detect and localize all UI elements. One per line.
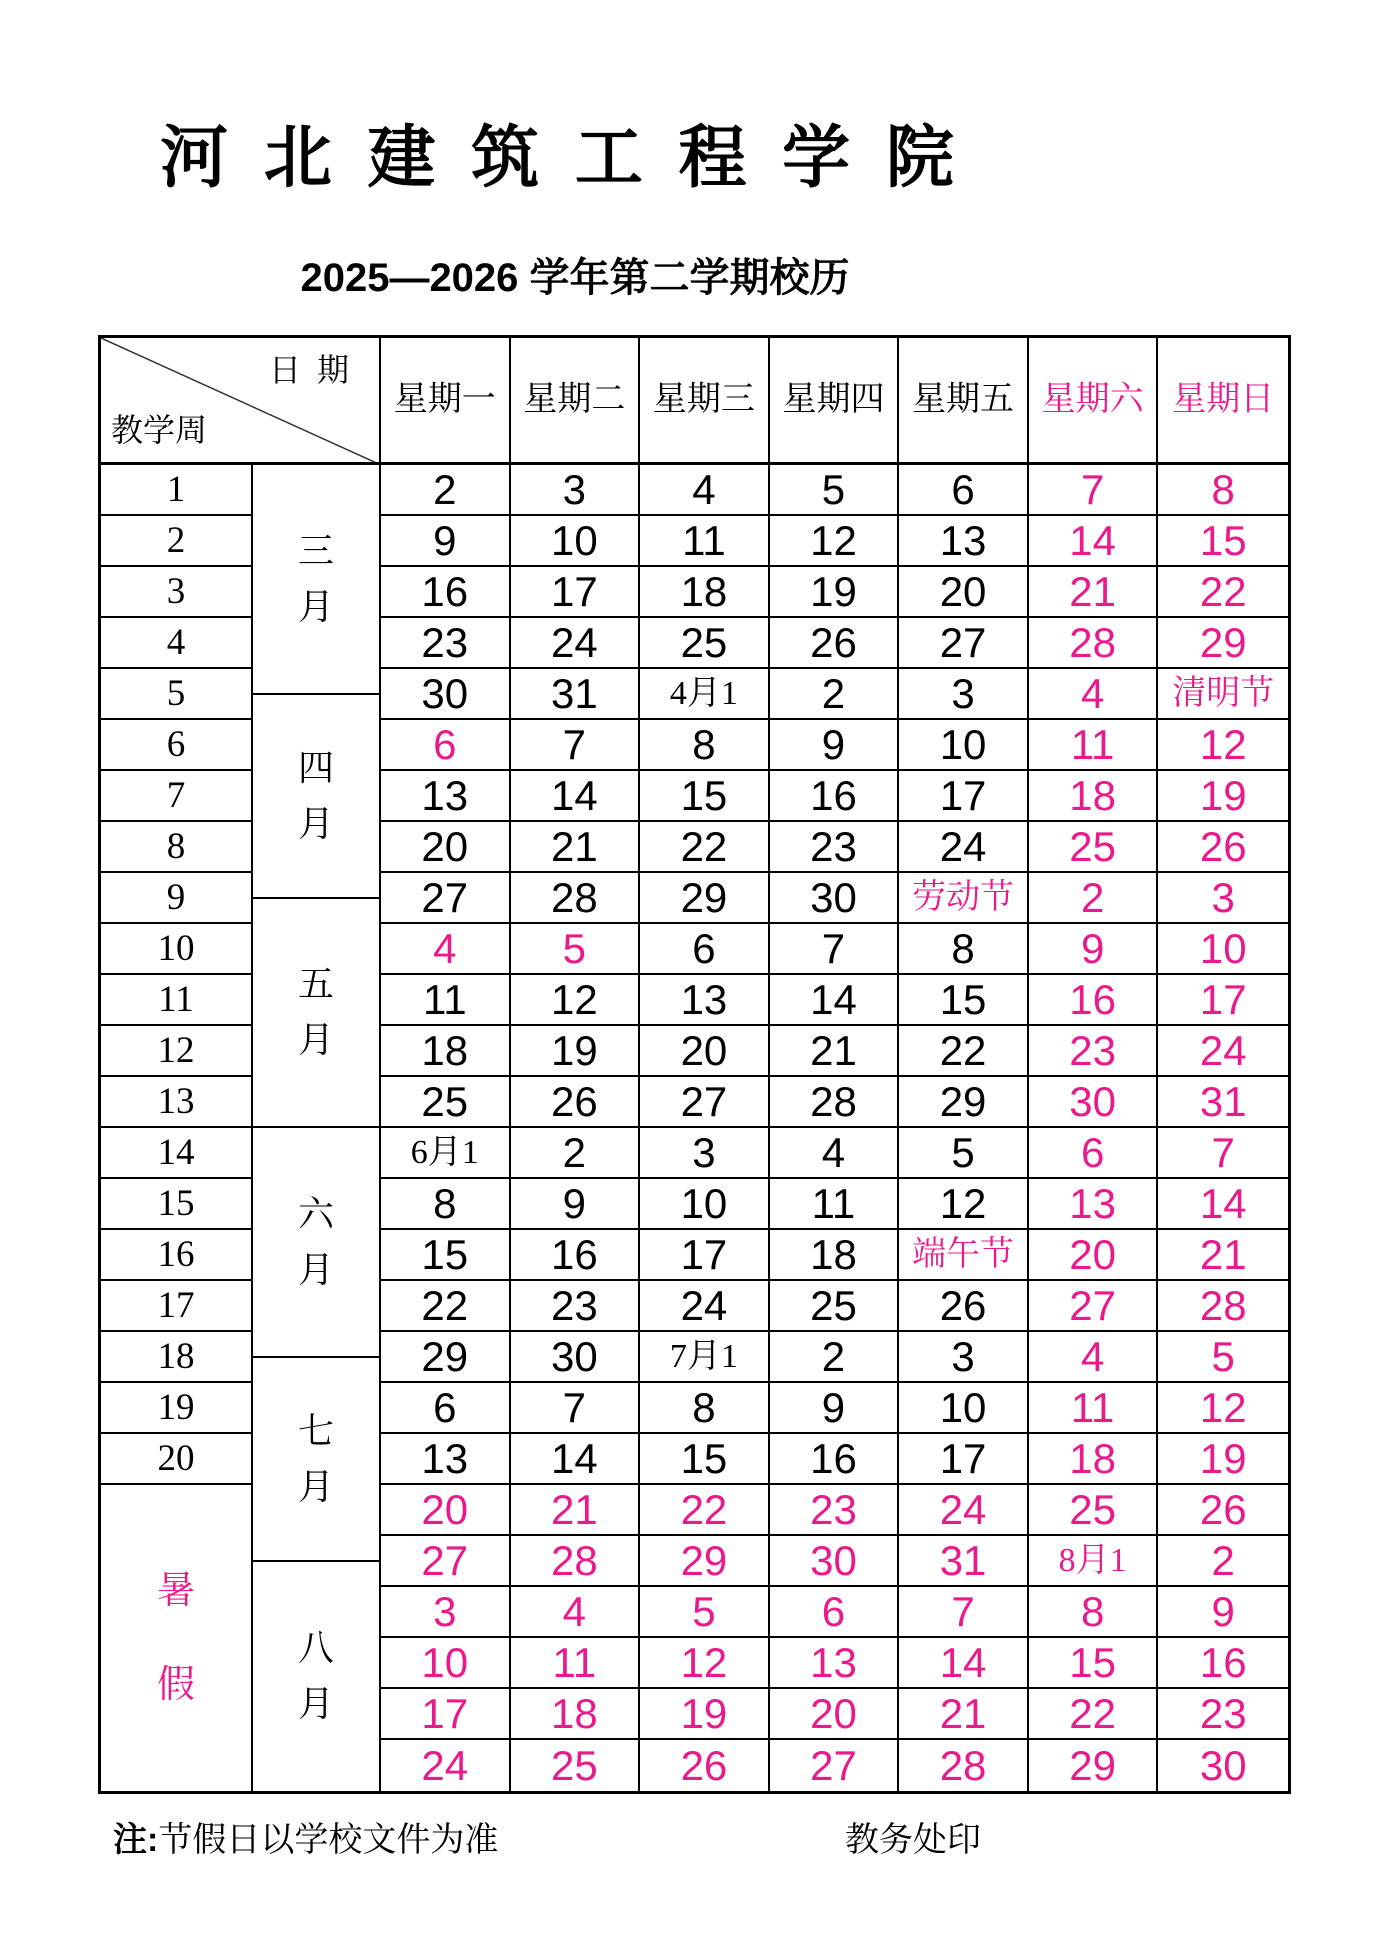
day-cell: 22 [1158, 567, 1288, 618]
day-cell: 6 [381, 1383, 511, 1434]
day-cell: 28 [899, 1740, 1029, 1791]
day-cell: 18 [1029, 1434, 1159, 1485]
day-cell: 18 [381, 1026, 511, 1077]
day-cell: 27 [1029, 1281, 1159, 1332]
day-cell: 10 [640, 1179, 770, 1230]
day-cell: 19 [1158, 771, 1288, 822]
day-cell: 9 [770, 1383, 900, 1434]
corner-cell [101, 338, 381, 465]
day-cell: 27 [770, 1740, 900, 1791]
day-cell: 23 [511, 1281, 641, 1332]
day-cell: 17 [1158, 975, 1288, 1026]
day-cell: 21 [511, 822, 641, 873]
month-label-char: 月 [297, 1466, 334, 1507]
day-cell: 3 [899, 1332, 1029, 1383]
month-label-char: 七 [297, 1410, 334, 1451]
week-cell-19: 19 [101, 1383, 253, 1434]
week-cell-10: 10 [101, 924, 253, 975]
day-cell: 20 [381, 1485, 511, 1536]
day-cell: 21 [1029, 567, 1159, 618]
day-cell: 8 [899, 924, 1029, 975]
day-cell: 24 [381, 1740, 511, 1791]
day-cell: 22 [381, 1281, 511, 1332]
day-cell: 25 [1029, 1485, 1159, 1536]
day-cell: 14 [511, 1434, 641, 1485]
week-cell-7: 7 [101, 771, 253, 822]
day-cell: 9 [511, 1179, 641, 1230]
day-cell: 12 [1158, 1383, 1288, 1434]
day-cell: 3 [899, 669, 1029, 720]
day-cell: 8 [1029, 1587, 1159, 1638]
day-cell: 26 [511, 1077, 641, 1128]
week-cell-3: 3 [101, 567, 253, 618]
day-cell: 30 [770, 1536, 900, 1587]
week-cell-4: 4 [101, 618, 253, 669]
week-cell-6: 6 [101, 720, 253, 771]
day-cell: 31 [1158, 1077, 1288, 1128]
day-cell: 8月1 [1029, 1536, 1159, 1587]
day-header-6: 星期六 [1029, 338, 1159, 465]
day-cell: 28 [770, 1077, 900, 1128]
day-cell: 14 [1158, 1179, 1288, 1230]
day-cell: 7 [1029, 465, 1159, 516]
footer-note [113, 1812, 498, 1861]
day-cell: 17 [899, 1434, 1029, 1485]
day-cell: 16 [1029, 975, 1159, 1026]
month-label-char: 八 [297, 1628, 334, 1669]
day-cell: 28 [511, 1536, 641, 1587]
day-cell: 29 [1029, 1740, 1159, 1791]
day-cell: 9 [1029, 924, 1159, 975]
day-cell: 25 [381, 1077, 511, 1128]
day-cell: 19 [770, 567, 900, 618]
day-cell: 13 [381, 771, 511, 822]
day-header-7: 星期日 [1158, 338, 1288, 465]
day-cell: 20 [770, 1689, 900, 1740]
month-label-char: 月 [297, 586, 334, 627]
day-cell: 16 [1158, 1638, 1288, 1689]
day-cell: 29 [640, 873, 770, 924]
day-cell: 6 [640, 924, 770, 975]
day-cell: 15 [381, 1230, 511, 1281]
day-cell: 11 [770, 1179, 900, 1230]
day-cell: 4 [1029, 1332, 1159, 1383]
day-cell: 11 [1029, 720, 1159, 771]
day-cell: 4 [770, 1128, 900, 1179]
day-header-1: 星期一 [381, 338, 511, 465]
day-cell: 14 [899, 1638, 1029, 1689]
day-cell: 20 [899, 567, 1029, 618]
week-cell-1: 1 [101, 465, 253, 516]
week-cell-16: 16 [101, 1230, 253, 1281]
month-cell-四月 [253, 695, 381, 899]
day-header-4: 星期四 [770, 338, 900, 465]
day-cell: 2 [1029, 873, 1159, 924]
week-cell-13: 13 [101, 1077, 253, 1128]
day-cell: 19 [1158, 1434, 1288, 1485]
day-cell: 30 [770, 873, 900, 924]
day-cell: 10 [1158, 924, 1288, 975]
month-cell-七月 [253, 1358, 381, 1562]
day-cell: 24 [640, 1281, 770, 1332]
day-cell: 17 [640, 1230, 770, 1281]
day-cell: 15 [1029, 1638, 1159, 1689]
week-cell-2: 2 [101, 516, 253, 567]
day-cell: 19 [511, 1026, 641, 1077]
day-cell: 12 [899, 1179, 1029, 1230]
day-cell: 2 [1158, 1536, 1288, 1587]
summer-vacation-char: 假 [156, 1664, 195, 1706]
day-cell: 28 [1029, 618, 1159, 669]
footer [98, 1812, 1285, 1858]
day-cell: 21 [770, 1026, 900, 1077]
day-header-3: 星期三 [640, 338, 770, 465]
day-cell: 14 [1029, 516, 1159, 567]
day-cell: 8 [640, 720, 770, 771]
week-cell-14: 14 [101, 1128, 253, 1179]
month-label-char: 月 [297, 1020, 334, 1061]
day-cell: 10 [899, 1383, 1029, 1434]
day-cell: 2 [770, 1332, 900, 1383]
month-label-char: 三 [297, 530, 334, 571]
day-cell: 10 [899, 720, 1029, 771]
footer-note-text: 节假日以学校文件为准 [158, 1822, 499, 1859]
day-cell: 29 [899, 1077, 1029, 1128]
day-cell: 30 [1199, 1741, 1247, 1789]
day-cell: 13 [381, 1434, 511, 1485]
day-cell: 24 [899, 1485, 1029, 1536]
day-cell: 4 [640, 465, 770, 516]
day-cell: 26 [899, 1281, 1029, 1332]
day-cell: 7 [770, 924, 900, 975]
corner-week-label: 教学周 [111, 412, 208, 448]
calendar-table [98, 335, 1291, 1794]
day-cell: 27 [381, 873, 511, 924]
day-cell: 7 [899, 1587, 1029, 1638]
page-title: 河 北 建 筑 工 程 学 院 [160, 118, 960, 198]
week-cell-18: 18 [101, 1332, 253, 1383]
day-cell: 11 [640, 516, 770, 567]
day-cell: 7 [511, 1383, 641, 1434]
month-cell-三月 [253, 465, 381, 695]
day-cell: 3 [1158, 873, 1288, 924]
day-cell: 5 [1158, 1332, 1288, 1383]
day-cell: 18 [770, 1230, 900, 1281]
day-cell: 7 [511, 720, 641, 771]
day-cell: 15 [640, 1434, 770, 1485]
week-cell-15: 15 [101, 1179, 253, 1230]
day-cell: 27 [640, 1077, 770, 1128]
day-cell: 30 [511, 1332, 641, 1383]
day-cell: 3 [381, 1587, 511, 1638]
day-cell: 11 [381, 975, 511, 1026]
day-cell: 24 [511, 618, 641, 669]
day-cell: 13 [770, 1638, 900, 1689]
day-cell: 14 [770, 975, 900, 1026]
week-cell-9: 9 [101, 873, 253, 924]
week-cell-8: 8 [101, 822, 253, 873]
day-cell: 3 [511, 465, 641, 516]
day-cell: 17 [511, 567, 641, 618]
day-cell: 3 [640, 1128, 770, 1179]
day-cell: 28 [1158, 1281, 1288, 1332]
summer-vacation-cell [101, 1485, 253, 1791]
day-cell: 20 [381, 822, 511, 873]
day-cell: 12 [1158, 720, 1288, 771]
month-label-char: 五 [297, 964, 334, 1005]
day-cell: 5 [640, 1587, 770, 1638]
day-cell: 15 [640, 771, 770, 822]
month-cell-五月 [253, 899, 381, 1129]
day-cell: 15 [1158, 516, 1288, 567]
summer-vacation-char: 暑 [156, 1570, 195, 1612]
day-cell: 23 [381, 618, 511, 669]
day-cell: 8 [1158, 465, 1288, 516]
day-cell: 11 [1029, 1383, 1159, 1434]
day-cell: 29 [1158, 618, 1288, 669]
day-cell: 5 [770, 465, 900, 516]
day-cell: 22 [1029, 1689, 1159, 1740]
day-cell: 20 [1029, 1230, 1159, 1281]
day-cell: 24 [1158, 1026, 1288, 1077]
day-cell: 11 [511, 1638, 641, 1689]
day-cell: 25 [511, 1740, 641, 1791]
day-cell: 端午节 [899, 1230, 1029, 1281]
day-cell: 23 [1158, 1689, 1288, 1740]
corner-date-label: 日 期 [268, 352, 353, 388]
day-cell: 5 [899, 1128, 1029, 1179]
day-cell: 30 [1029, 1077, 1159, 1128]
day-cell: 20 [640, 1026, 770, 1077]
day-cell: 清明节 [1158, 669, 1288, 720]
week-cell-5: 5 [101, 669, 253, 720]
month-cell-八月 [253, 1562, 381, 1792]
day-cell: 23 [1029, 1026, 1159, 1077]
day-cell: 17 [381, 1689, 511, 1740]
month-label-char: 月 [297, 1249, 334, 1290]
day-cell: 31 [511, 669, 641, 720]
month-label-char: 月 [297, 803, 334, 844]
day-cell: 25 [1029, 822, 1159, 873]
day-cell: 2 [511, 1128, 641, 1179]
day-cell: 22 [899, 1026, 1029, 1077]
day-cell: 12 [640, 1638, 770, 1689]
month-label-char: 四 [297, 747, 334, 788]
day-cell: 9 [770, 720, 900, 771]
day-cell: 19 [640, 1689, 770, 1740]
day-cell: 26 [1158, 1485, 1288, 1536]
day-cell: 24 [899, 822, 1029, 873]
day-cell: 15 [899, 975, 1029, 1026]
week-cell-20: 20 [101, 1434, 253, 1485]
day-cell: 21 [511, 1485, 641, 1536]
footer-note-label: 注: [113, 1821, 159, 1859]
day-cell: 13 [640, 975, 770, 1026]
day-cell: 7 [1158, 1128, 1288, 1179]
day-cell: 8 [640, 1383, 770, 1434]
day-cell: 18 [640, 567, 770, 618]
day-cell: 7月1 [640, 1332, 770, 1383]
day-cell: 16 [511, 1230, 641, 1281]
day-cell: 17 [899, 771, 1029, 822]
day-cell: 10 [381, 1638, 511, 1689]
week-cell-12: 12 [101, 1026, 253, 1077]
day-cell: 21 [1158, 1230, 1288, 1281]
day-cell: 6 [770, 1587, 900, 1638]
day-cell: 6 [1029, 1128, 1159, 1179]
day-cell: 22 [640, 1485, 770, 1536]
week-cell-11: 11 [101, 975, 253, 1026]
day-cell: 16 [770, 1434, 900, 1485]
day-cell: 16 [770, 771, 900, 822]
day-cell: 25 [640, 618, 770, 669]
day-cell: 5 [511, 924, 641, 975]
day-cell: 27 [381, 1536, 511, 1587]
day-cell: 14 [511, 771, 641, 822]
day-cell: 25 [770, 1281, 900, 1332]
day-cell: 30 [381, 669, 511, 720]
day-cell: 6 [381, 720, 511, 771]
month-label-char: 六 [297, 1193, 334, 1234]
day-cell: 23 [770, 1485, 900, 1536]
day-cell: 18 [1029, 771, 1159, 822]
page-subtitle: 2025—2026 学年第二学期校历 [300, 256, 850, 300]
day-cell: 9 [1158, 1587, 1288, 1638]
day-cell: 4 [511, 1587, 641, 1638]
day-cell: 12 [511, 975, 641, 1026]
day-cell: 13 [899, 516, 1029, 567]
month-label-char: 月 [297, 1684, 334, 1725]
day-cell: 劳动节 [899, 873, 1029, 924]
day-cell: 16 [381, 567, 511, 618]
day-header-2: 星期二 [511, 338, 641, 465]
month-cell-六月 [253, 1128, 381, 1358]
day-cell: 18 [511, 1689, 641, 1740]
day-cell: 10 [511, 516, 641, 567]
day-cell: 2 [770, 669, 900, 720]
day-cell: 23 [770, 822, 900, 873]
day-cell: 21 [899, 1689, 1029, 1740]
day-cell: 22 [640, 822, 770, 873]
day-cell: 4月1 [640, 669, 770, 720]
day-cell: 4 [1029, 669, 1159, 720]
day-cell: 12 [770, 516, 900, 567]
week-cell-17: 17 [101, 1281, 253, 1332]
day-cell: 6月1 [381, 1128, 511, 1179]
day-cell: 29 [640, 1536, 770, 1587]
day-cell: 31 [899, 1536, 1029, 1587]
day-cell: 26 [770, 618, 900, 669]
day-cell: 29 [381, 1332, 511, 1383]
day-cell: 8 [381, 1179, 511, 1230]
day-cell: 26 [640, 1740, 770, 1791]
day-cell: 9 [381, 516, 511, 567]
day-header-5: 星期五 [899, 338, 1029, 465]
day-cell: 27 [899, 618, 1029, 669]
day-cell: 26 [1158, 822, 1288, 873]
day-cell: 13 [1029, 1179, 1159, 1230]
day-cell: 2 [381, 465, 511, 516]
day-cell: 4 [381, 924, 511, 975]
day-cell: 28 [511, 873, 641, 924]
footer-printer: 教务处印 [845, 1822, 981, 1859]
day-cell: 6 [899, 465, 1029, 516]
